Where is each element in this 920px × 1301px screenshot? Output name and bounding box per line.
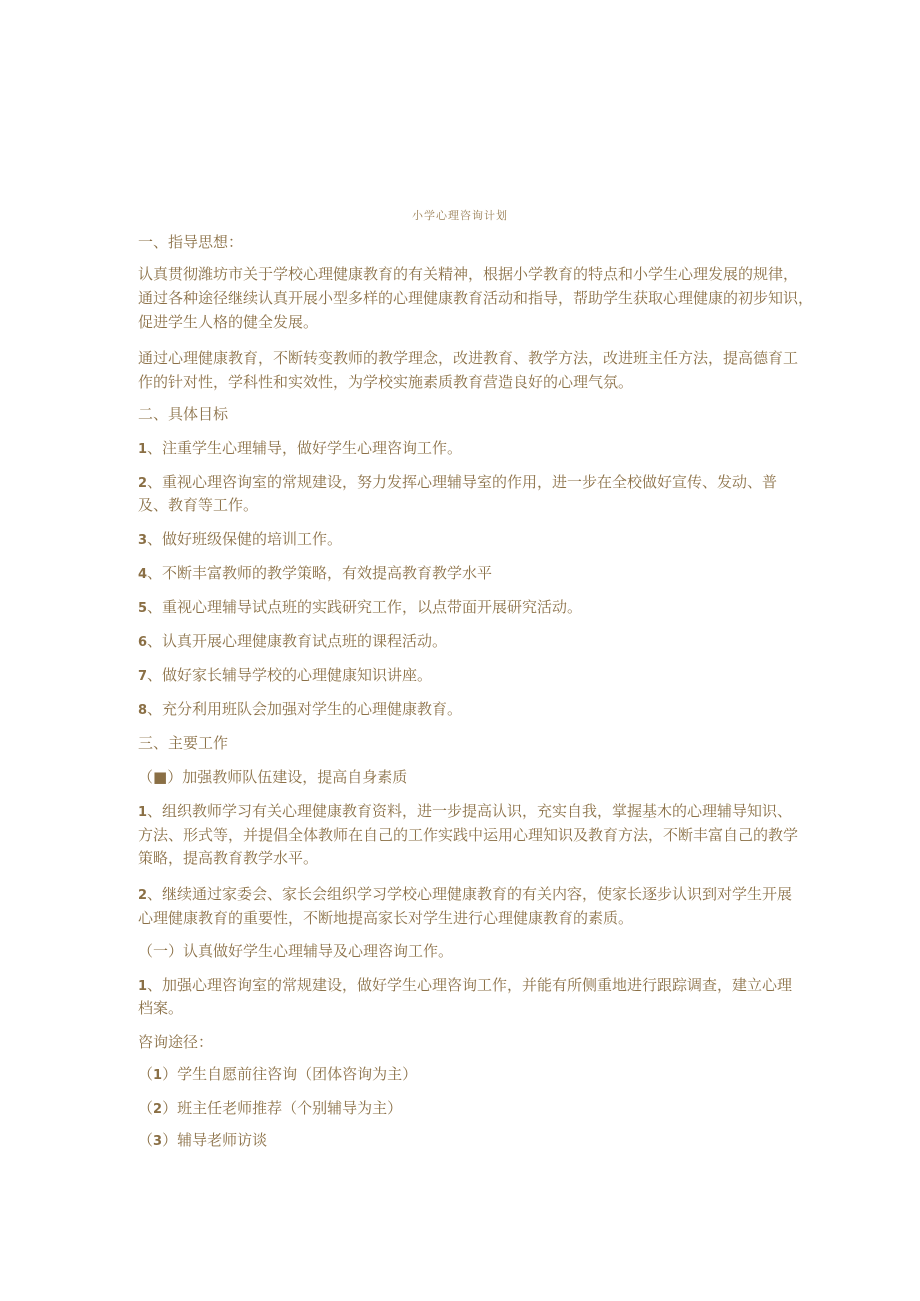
item-text: 、认真开展心理健康教育试点班的课程活动。 <box>147 632 448 650</box>
list-item <box>138 472 777 494</box>
item-text: ）学生自愿前往咨询（团体咨询为主） <box>162 1065 418 1083</box>
paragraph-line: 通过心理健康教育，不断转变教师的教学理念，改进教育、教学方法，改进班主任方法，提高德育工 <box>138 349 799 367</box>
subsection-text: ）加强教师队伍建设，提高自身素质 <box>167 768 408 786</box>
item-text: 、注重学生心理辅导，做好学生心理咨询工作。 <box>147 439 463 457</box>
item-text: 、重视心理辅导试点班的实践研究工作，以点带面开展研究活动。 <box>147 598 583 616</box>
paragraph-line <box>138 884 793 906</box>
item-number: 8 <box>138 703 148 718</box>
document-title: 小学心理咨询计划 <box>412 209 508 222</box>
paragraph-line <box>138 998 183 1020</box>
item-text: 策略，提高教育教学水平。 <box>138 849 319 867</box>
item-text: 、做好家长辅导学校的心理健康知识讲座。 <box>147 666 433 684</box>
item-text: 、组织教师学习有关心理健康教育资料，进一步提高认识，充实自我，掌握基木的心理辅导知识、 <box>147 802 793 820</box>
list-item <box>138 1064 417 1086</box>
item-number: 6 <box>138 635 148 650</box>
paragraph-line <box>138 825 799 847</box>
list-item <box>138 699 462 721</box>
list-item <box>138 1130 267 1152</box>
item-number: 3 <box>138 533 148 548</box>
item-number: 1 <box>138 442 148 457</box>
item-number: 7 <box>138 669 148 684</box>
item-number: 1 <box>153 1068 163 1083</box>
item-number: 2 <box>153 1102 163 1117</box>
paragraph-line <box>138 848 318 870</box>
list-item <box>138 438 462 460</box>
paren-open: （ <box>138 768 154 786</box>
item-text: 方法、形式等，并提倡全体教师在自己的工作实践中运用心理知识及教育方法，不断丰富自己的教学 <box>138 826 799 844</box>
item-number: 4 <box>138 567 148 582</box>
item-text: 心理健康教育的重要性，不断地提高家长对学生进行心理健康教育的素质。 <box>138 909 634 927</box>
square-mark-icon: ■ <box>153 768 168 786</box>
item-text: 及、教育等工作。 <box>138 496 259 514</box>
item-number: 1 <box>138 805 148 820</box>
list-item <box>138 529 342 551</box>
item-number: 5 <box>138 601 148 616</box>
paragraph-line <box>138 975 793 997</box>
paragraph-line <box>138 908 633 930</box>
item-text: 、重视心理咨询室的常规建设，努力发挥心理辅导室的作用，进一步在全校做好宣传、发动、普 <box>147 473 778 491</box>
subsection-heading: （一）认真做好学生心理辅导及心理咨询工作。 <box>138 942 454 960</box>
paren-open: （ <box>138 1099 154 1117</box>
paren-open: （ <box>138 1131 154 1149</box>
item-number: 1 <box>138 979 148 994</box>
consult-heading: 咨询途径： <box>138 1033 214 1051</box>
item-number: 2 <box>138 476 148 491</box>
section-heading: 一、指导思想： <box>138 233 244 251</box>
item-text: 档案。 <box>138 999 184 1017</box>
paragraph-line <box>138 801 793 823</box>
item-text: 、不断丰富教师的教学策略，有效提高教育教学水平 <box>147 564 493 582</box>
item-text: ）辅导老师访谈 <box>162 1131 268 1149</box>
list-item <box>138 631 447 653</box>
list-item <box>138 1098 402 1120</box>
paren-open: （ <box>138 1065 154 1083</box>
item-text: 、继续通过家委会、家长会组织学习学校心理健康教育的有关内容，使家长逐步认识到对学生开展 <box>147 885 793 903</box>
paragraph-line: 通过各种途径继续认真开展小型多样的心理健康教育活动和指导，帮助学生获取心理健康的初步知识， <box>138 289 814 307</box>
list-item <box>138 563 492 585</box>
paragraph-line: 认真贯彻潍坊市关于学校心理健康教育的有关精神，根据小学教育的特点和小学生心理发展的规律， <box>138 265 799 283</box>
subsection-heading <box>138 767 407 787</box>
list-item <box>138 665 432 687</box>
section-heading: 二、具体目标 <box>138 405 229 423</box>
list-item <box>138 495 258 517</box>
list-item <box>138 597 582 619</box>
item-text: 、加强心理咨询室的常规建设，做好学生心理咨询工作，并能有所侧重地进行跟踪调查，建立心理 <box>147 976 793 994</box>
paragraph-line: 促进学生人格的健全发展。 <box>138 313 319 331</box>
item-text: 、充分利用班队会加强对学生的心理健康教育。 <box>147 700 463 718</box>
item-number: 2 <box>138 888 148 903</box>
item-text: 、做好班级保健的培训工作。 <box>147 530 343 548</box>
section-heading: 三、主要工作 <box>138 734 229 752</box>
paragraph-line: 作的针对性，学科性和实效性，为学校实施素质教育营造良好的心理气氛。 <box>138 373 634 391</box>
item-number: 3 <box>153 1134 163 1149</box>
item-text: ）班主任老师推荐（个别辅导为主） <box>162 1099 403 1117</box>
